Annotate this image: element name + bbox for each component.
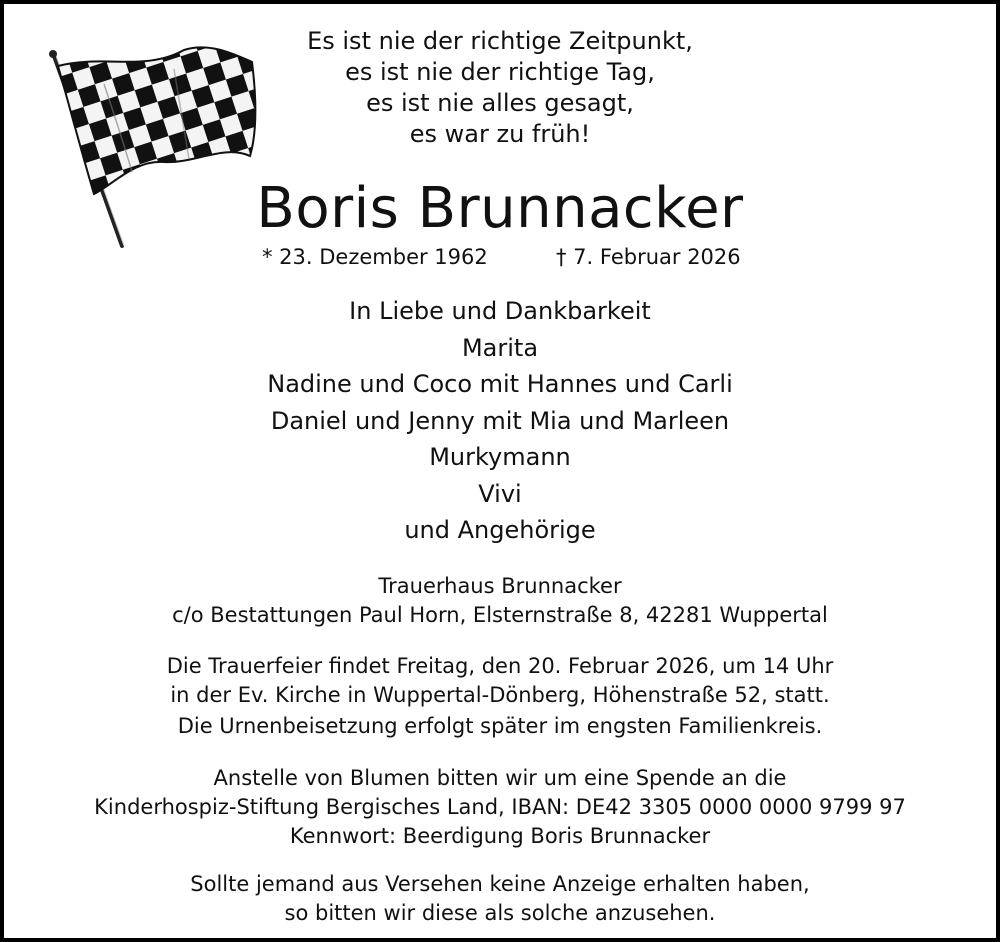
mourning-house: [4, 572, 996, 630]
donation-line: Kennwort: Beerdigung Boris Brunnacker: [289, 824, 711, 848]
family-line: Murkymann: [429, 443, 571, 471]
ceremony-line: in der Ev. Kirche in Wuppertal-Dönberg, Höhenstraße 52, statt.: [170, 683, 830, 707]
donation-line: Kinderhospiz-Stiftung Bergisches Land, IBAN: DE42 3305 0000 0000 9799 97: [94, 795, 906, 819]
note-line: so bitten wir diese als solche anzusehen.: [284, 901, 716, 925]
quote: [4, 26, 996, 150]
family-line: Marita: [461, 333, 539, 362]
family-line: und Angehörige: [404, 516, 596, 544]
family-list: [4, 293, 996, 549]
note-line: Sollte jemand aus Versehen keine Anzeige erhalten haben,: [190, 872, 810, 896]
family-line: In Liebe und Dankbarkeit: [349, 297, 651, 325]
family-line: Daniel und Jenny mit Mia und Marleen: [270, 406, 730, 435]
quote-line: Es ist nie der richtige Zeitpunkt,: [307, 27, 693, 55]
death-date: † 7. Februar 2026: [556, 245, 741, 269]
donation-line: Anstelle von Blumen bitten wir um eine Spende an die: [213, 766, 787, 790]
quote-line: es war zu früh!: [409, 120, 591, 148]
closing-note: [4, 870, 996, 928]
urn-burial: Die Urnenbeisetzung erfolgt später im engsten Familienkreis.: [177, 714, 823, 738]
house-line: Trauerhaus Brunnacker: [378, 574, 622, 598]
funeral-ceremony: [4, 652, 996, 710]
quote-line: es ist nie der richtige Tag,: [345, 58, 655, 86]
quote-line: es ist nie alles gesagt,: [366, 89, 634, 117]
family-line: Nadine und Coco mit Hannes und Carli: [267, 370, 733, 398]
birth-date: * 23. Dezember 1962: [262, 245, 488, 269]
family-line: Vivi: [478, 479, 522, 508]
house-line: c/o Bestattungen Paul Horn, Elsternstraße 8, 42281 Wuppertal: [172, 603, 828, 627]
deceased-name: Boris Brunnacker: [256, 176, 744, 241]
donation-request: [4, 764, 996, 851]
ceremony-line: Die Trauerfeier findet Freitag, den 20. Februar 2026, um 14 Uhr: [166, 654, 834, 678]
